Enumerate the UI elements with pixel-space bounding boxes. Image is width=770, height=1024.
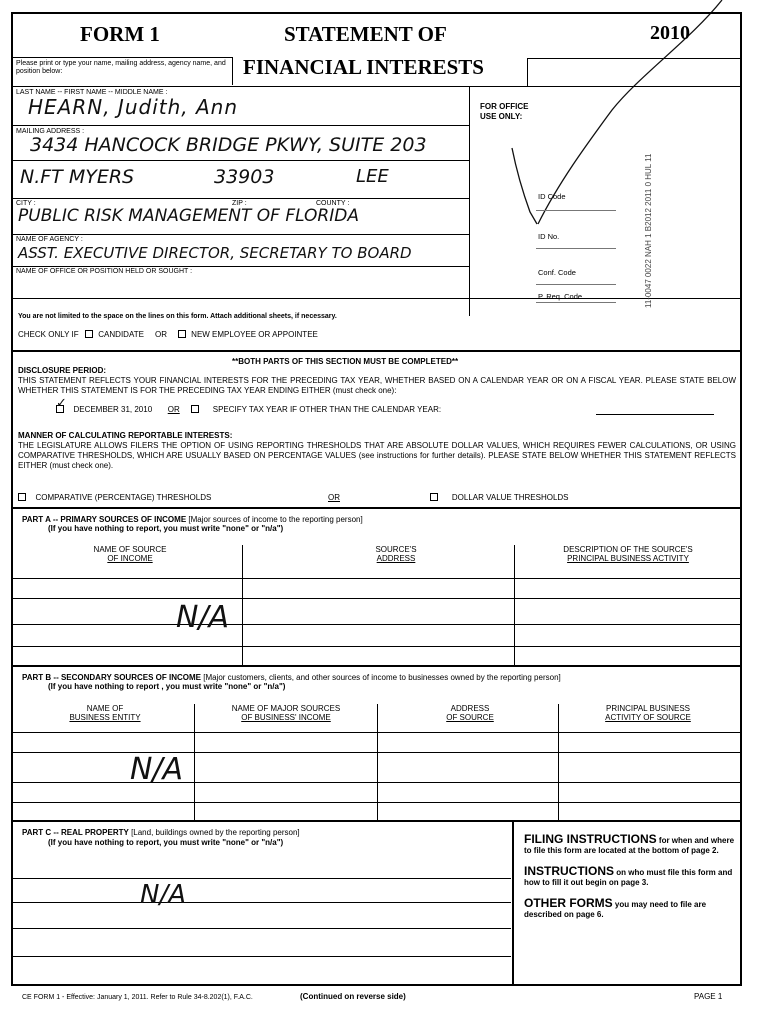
part-b-col-4 <box>560 704 736 722</box>
new-employee-checkbox[interactable] <box>178 330 186 338</box>
disclosure-heading: DISCLOSURE PERIOD: <box>18 366 107 375</box>
city-label: CITY : <box>16 200 36 207</box>
threshold-or: OR <box>328 493 340 502</box>
id-code-label: ID Code <box>538 192 566 201</box>
agency-label: NAME OF AGENCY : <box>16 236 83 243</box>
december-checkbox[interactable] <box>56 396 67 413</box>
part-a-col-2-line-1: SOURCE'S <box>375 545 417 554</box>
received-stamp <box>644 108 654 308</box>
filing-text-1: for when and where to file this form are located at the bottom of page 2. <box>524 836 735 855</box>
office-use-line-2: USE ONLY: <box>480 112 523 121</box>
december-label: DECEMBER 31, 2010 <box>73 405 153 414</box>
address-value[interactable]: 3434 HANCOCK BRIDGE PKWY, SUITE 203 <box>30 134 427 156</box>
part-a-col-3-line-2: PRINCIPAL BUSINESS ACTIVITY <box>567 554 689 563</box>
other-year-checkbox[interactable] <box>191 405 199 413</box>
conf-code-label: Conf. Code <box>538 268 576 277</box>
part-a-col-2-line-2: ADDRESS <box>376 554 416 563</box>
part-b-col-3 <box>380 704 560 722</box>
check-only-row <box>18 330 318 340</box>
part-b-col-1-line-1: NAME OF <box>86 704 124 713</box>
p-req-code-label: P. Req. Code <box>538 292 583 301</box>
part-c-title: PART C -- REAL PROPERTY <box>22 828 129 837</box>
county-label: COUNTY : <box>316 200 350 207</box>
part-a-na[interactable]: N/A <box>176 600 230 635</box>
title-line-1: STATEMENT OF <box>284 22 447 46</box>
part-a-note: [Major sources of income to the reporting person] <box>188 515 363 524</box>
county-value[interactable]: LEE <box>356 166 389 187</box>
part-b-note: [Major customers, clients, and other sources of income to businesses owned by the reporting person] <box>203 673 561 682</box>
part-c-note: [Land, buildings owned by the reporting person] <box>131 828 300 837</box>
zip-value[interactable]: 33903 <box>214 166 275 188</box>
december-check-mark: ✓ <box>56 396 67 411</box>
part-a-col-1 <box>40 545 220 563</box>
mailing-label: MAILING ADDRESS : <box>16 128 85 135</box>
part-b-col-3-line-1: ADDRESS <box>450 704 490 713</box>
filing-text-2: on who must file this form and how to fill it out begin on page 3. <box>524 868 733 887</box>
filing-heading-1: FILING INSTRUCTIONS <box>524 832 657 846</box>
zip-label: ZIP : <box>232 200 247 207</box>
footer-middle: (Continued on reverse side) <box>300 992 406 1001</box>
manner-text: THE LEGISLATURE ALLOWS FILERS THE OPTION OF USING REPORTING THRESHOLDS THAT ARE ABSOLUTE DOLLAR VALUES, WHICH REQUIRES FEWER CALCULATIONS, OR USING COMPARATIVE THRESHOLDS, WHICH ARE USUALLY BASED ON PERCENTAGE VALUES (see instructions for further details). PLEASE STATE BELOW WHETHER THIS STATEMENT REFLECTS EITHER (must check one). <box>18 441 736 470</box>
part-b-col-1 <box>20 704 190 722</box>
part-a-col-3-line-1: DESCRIPTION OF THE SOURCE'S <box>563 545 693 554</box>
part-a-col-1-line-2: OF INCOME <box>107 554 153 563</box>
disclosure-text: THIS STATEMENT REFLECTS YOUR FINANCIAL INTERESTS FOR THE PRECEDING TAX YEAR, WHETHER BASED ON A CALENDAR YEAR OR ON A FISCAL YEAR. PLEASE STATE BELOW WHETHER THIS STATEMENT IS FOR THE PRECEDING TAX YEAR ENDING EITHER (must check one): <box>18 376 736 395</box>
part-b-col-3-line-2: OF SOURCE <box>446 713 494 722</box>
part-a-sub: (If you have nothing to report, you must write "none" or "n/a") <box>48 524 284 533</box>
or-label: OR <box>155 330 168 339</box>
agency-value[interactable]: PUBLIC RISK MANAGEMENT OF FLORIDA <box>18 206 359 226</box>
disclosure-or: OR <box>167 405 180 414</box>
part-b-col-1-line-2: BUSINESS ENTITY <box>69 713 141 722</box>
part-b-na[interactable]: N/A <box>130 752 184 787</box>
page-number: PAGE 1 <box>694 992 723 1001</box>
filing-heading-2: INSTRUCTIONS <box>524 864 614 878</box>
part-b-col-2 <box>196 704 376 722</box>
disclosure-options <box>56 396 442 415</box>
candidate-checkbox[interactable] <box>85 330 93 338</box>
position-value[interactable]: ASST. EXECUTIVE DIRECTOR, SECRETARY TO BOARD <box>18 244 412 262</box>
part-c-na[interactable]: N/A <box>140 880 186 910</box>
filing-heading-3: OTHER FORMS <box>524 896 613 910</box>
part-c-header <box>22 828 300 838</box>
comparative-label: COMPARATIVE (PERCENTAGE) THRESHOLDS <box>35 493 212 502</box>
filing-text-3: you may need to file are described on page 6. <box>524 900 707 919</box>
candidate-label: CANDIDATE <box>98 330 144 339</box>
footer-left: CE FORM 1 - Effective: January 1, 2011. Refer to Rule 34-8.202(1), F.A.C. <box>22 994 253 1001</box>
dollar-checkbox[interactable] <box>430 493 438 501</box>
comparative-checkbox[interactable] <box>18 493 26 501</box>
part-b-col-4-line-1: PRINCIPAL BUSINESS <box>605 704 691 713</box>
check-only-label: CHECK ONLY IF <box>18 330 79 339</box>
manner-heading: MANNER OF CALCULATING REPORTABLE INTERESTS: <box>18 431 233 440</box>
part-b-col-2-line-2: OF BUSINESS' INCOME <box>241 713 331 722</box>
title-line-2: FINANCIAL INTERESTS <box>243 55 484 79</box>
part-a-title: PART A -- PRIMARY SOURCES OF INCOME <box>22 515 187 524</box>
part-a-col-3 <box>520 545 736 563</box>
name-value[interactable]: HEARN, Judith, Ann <box>28 95 239 119</box>
part-a-col-1-line-1: NAME OF SOURCE <box>93 545 167 554</box>
filing-instructions <box>524 834 736 920</box>
part-b-sub: (If you have nothing to report , you must write "none" or "n/a") <box>48 682 286 691</box>
stamp-text: 11-0047 0022 NAH 1 B2012 2011 0 HUL 11 <box>644 153 653 308</box>
form-number: FORM 1 <box>80 22 160 46</box>
not-limited-note: You are not limited to the space on the lines on this form. Attach additional sheets, if necessary. <box>18 313 337 320</box>
instruction-box: Please print or type your name, mailing address, agency name, and position below: <box>16 60 226 75</box>
new-employee-label: NEW EMPLOYEE OR APPOINTEE <box>191 330 318 339</box>
disclosure-banner: **BOTH PARTS OF THIS SECTION MUST BE COMPLETED** <box>232 357 459 366</box>
form-year: 2010 <box>650 22 690 44</box>
position-label: NAME OF OFFICE OR POSITION HELD OR SOUGHT : <box>16 268 193 275</box>
part-b-col-4-line-2: ACTIVITY OF SOURCE <box>605 713 691 722</box>
part-a-col-2 <box>296 545 496 563</box>
part-c-sub: (If you have nothing to report, you must write "none" or "n/a") <box>48 838 284 847</box>
office-use-title <box>480 102 528 122</box>
dollar-label: DOLLAR VALUE THRESHOLDS <box>451 493 569 502</box>
name-label: LAST NAME -- FIRST NAME -- MIDDLE NAME : <box>16 89 168 96</box>
office-use-line-1: FOR OFFICE <box>480 102 529 111</box>
id-no-label: ID No. <box>538 232 560 241</box>
city-value[interactable]: N.FT MYERS <box>20 166 135 188</box>
dollar-option <box>430 493 569 503</box>
part-b-col-2-line-1: NAME OF MAJOR SOURCES <box>231 704 341 713</box>
part-b-title: PART B -- SECONDARY SOURCES OF INCOME <box>22 673 201 682</box>
other-year-label: SPECIFY TAX YEAR IF OTHER THAN THE CALENDAR YEAR: <box>212 405 442 414</box>
